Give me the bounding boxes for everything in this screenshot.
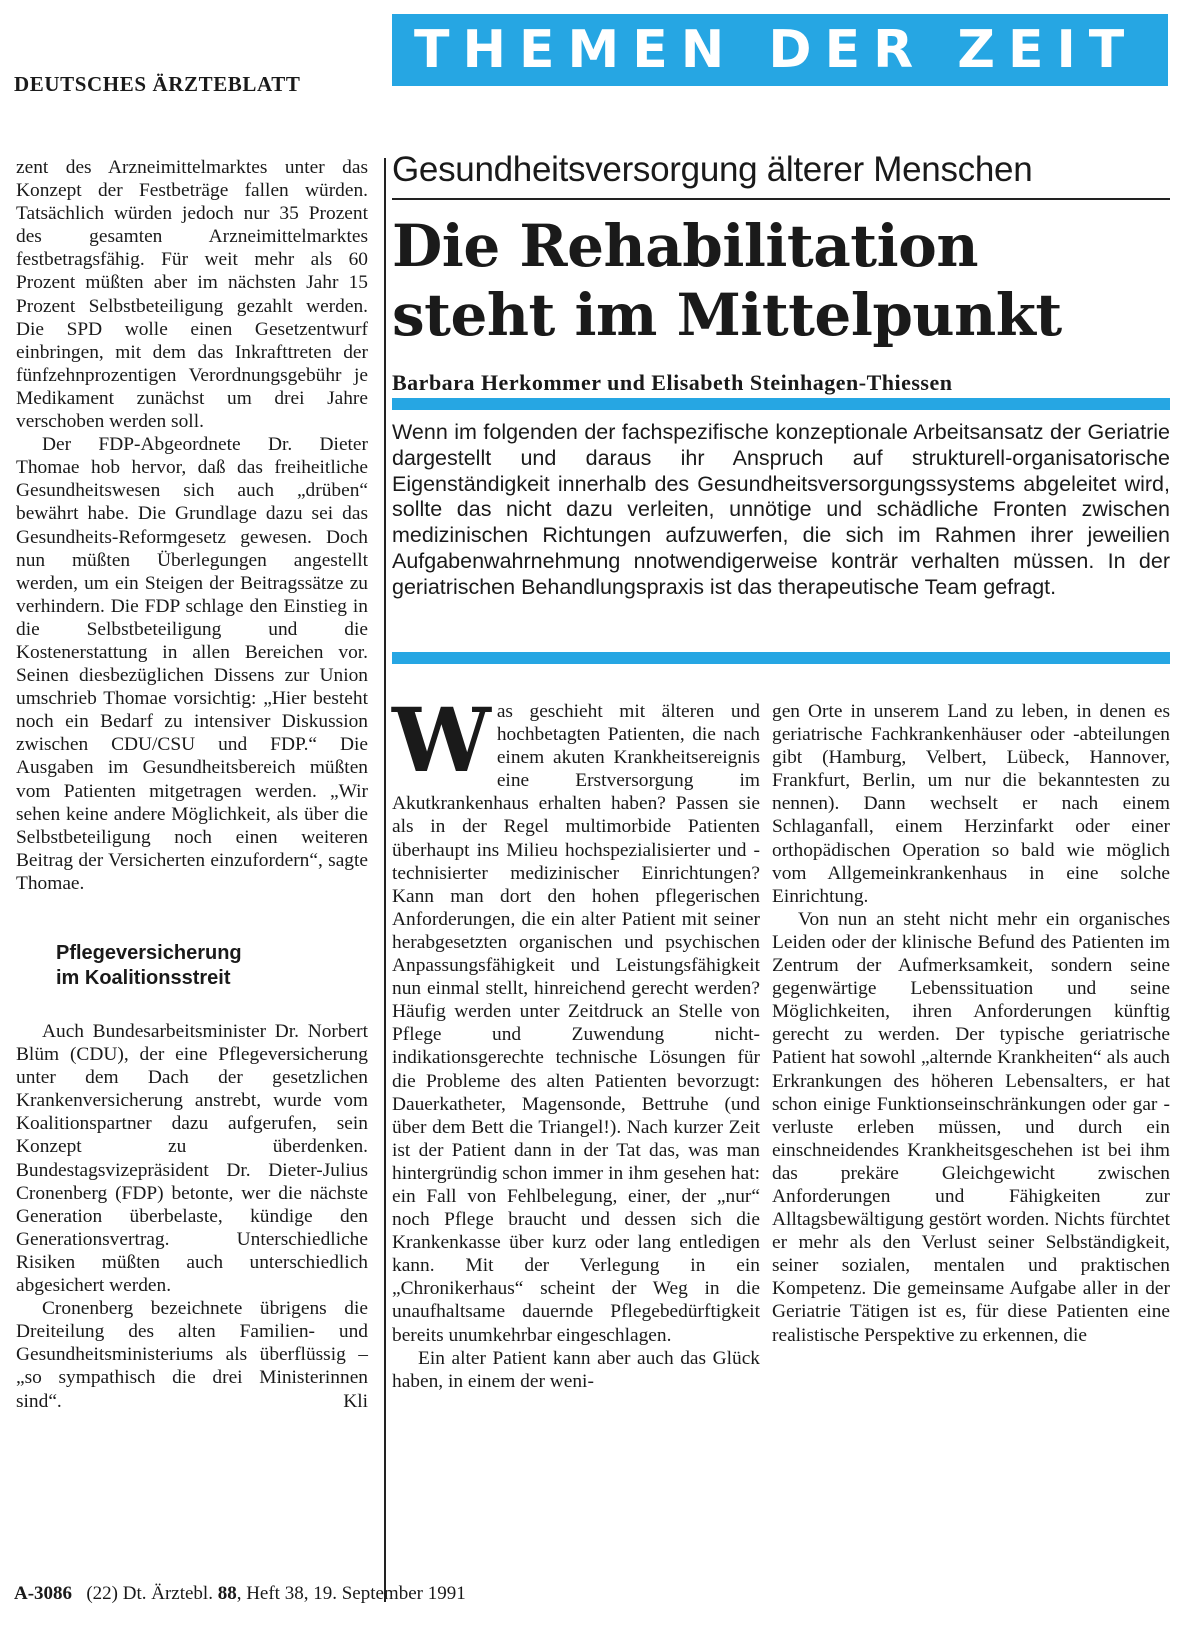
paragraph: gen Orte in unserem Land zu leben, in denen es geriatrische Fachkrankenhäuser oder -abteilungen gibt (Hamburg, Velbert, Lübeck, Hannover, Frankfurt, Berlin, um nur die bekanntesten zu nennen). Dann wechselt er nach einem Schlaganfall, einem Herzinfarkt oder einer orthopädischen Operation so bald wie möglich vom Allgemeinkrankenhaus in eine solche Einrichtung. [772,701,1170,907]
lead-rule-bottom [392,652,1170,664]
right-column [772,700,1170,1347]
section-banner: THEMEN DER ZEIT [392,14,1168,86]
paragraph: Ein alter Patient kann aber auch das Glück haben, in einem der weni- [392,1347,760,1392]
headline-line: Die Rehabilitation [392,212,978,280]
left-column [16,156,368,1413]
topic-rule [392,198,1170,200]
page-code: A-3086 [14,1583,73,1604]
paragraph [392,688,760,1347]
headline [392,212,1181,350]
masthead: DEUTSCHES ÄRZTEBLATT [14,72,301,96]
volume-number: 88 [217,1583,237,1604]
paragraph-text: as geschieht mit älteren und hochbetagten Patienten, die nach einem akuten Krankheitsereignis eine Erstversorgung im Akutkrankenhaus erhalten haben? Passen sie als in der Regel multimorbide Patienten überhaupt ins Milieu hochspezialisierter und -technisierter medizinischer Einrichtungen? Kann man dort den hohen pflegerischen Anforderungen, die ein alter Patient mit seiner herabgesetzten organischen und psychischen Anpassungsfähigkeit und Leistungsfähigkeit nun einmal stellt, hinreichend gerecht werden? Häufig werden unter Zeitdruck an Stelle von Pflege und Zuwendung nicht-indikationsgerechte technische Lösungen für die Probleme des alten Patienten bevorzugt: Dauerkatheter, Magensonde, Bettruhe (und über dem Bett die Triangel!). Nach kurzer Zeit ist der Patient dann in der Tat das, was man hintergründig schon immer in ihm gesehen hat: ein Fall von Fehlbelegung, einer, der „nur“ noch Pflege braucht und dessen sich die Krankenkasse über kurz oder lang entledigen kann. Mit der Verlegung in ein „Chronikerhaus“ scheint der Weg in die unaufhaltsame dauernde Pflegebedürftigkeit bereits unumkehrbar eingeschlagen. [392,701,760,1346]
topic-line: Gesundheitsversorgung älterer Menschen [392,150,1033,189]
section-heading [56,941,368,991]
paragraph: zent des Arzneimittelmarktes unter das Konzept der Festbeträge fallen würden. Tatsächlich würden jedoch nur 35 Prozent des gesamten Arzneimittelmarktes festbetragsfähig. Für weit mehr als 60 Prozent müßten aber im nächsten Jahr 15 Prozent Selbstbeteiligung gezahlt werden. Die SPD wolle einen Gesetzentwurf einbringen, mit dem das Inkrafttreten der fünfzehnprozentigen Verordnungsgebühr je Medikament zunächst um drei Jahre verschoben werden soll. [16,157,368,433]
paragraph: Von nun an steht nicht mehr ein organisches Leiden oder der klinische Befund des Patienten im Zentrum der Aufmerksamkeit, sondern seine gegenwärtige Lebenssituation und seine Möglichkeiten, ihren Anforderungen künftig gerecht zu werden. Der typische geriatrische Patient hat sowohl „alternde Krankheiten“ als auch Erkrankungen des höheren Lebensalters, er hat schon einige Funktionseinschränkungen oder gar -verluste erleben müssen, und durch ein einschneidendes Krankheitsgeschehen ist bei ihm das prekäre Gleichgewicht zwischen Anforderungen und Fähigkeiten zur Alltagsbewältigung gestört worden. Nichts fürchtet er mehr als den Verlust seiner Selbständigkeit, seiner sozialen, mentalen und praktischen Kompetenz. Die gemeinsame Aufgabe aller in der Geriatrie Tätigen ist es, für diese Patienten eine realistische Perspektive zu erkennen, die [772,908,1170,1346]
footer-citation [14,1583,466,1605]
citation-text: (22) Dt. Ärztebl. [86,1583,213,1604]
paragraph: Auch Bundesarbeitsminister Dr. Norbert Blüm (CDU), der eine Pflegeversicherung unter dem Dach der gesetzlichen Krankenversicherung anstrebt, wurde vom Koalitionspartner dazu aufgerufen, sein Konzept zu überdenken. Bundestagsvizepräsident Dr. Dieter-Julius Cronenberg (FDP) betonte, wer die nächste Generation überbelaste, kündige den Generationsvertrag. Unterschiedliche Risiken müßten auch unterschiedlich abgesichert werden. [16,1021,368,1297]
authors: Barbara Herkommer und Elisabeth Steinhagen-Thiessen [392,370,953,395]
paragraph-text: Cronenberg bezeichnete übrigens die Dreiteilung des alten Familien- und Gesundheitsministeriums als überflüssig – „so sympathisch die drei Ministerinnen sind“. [16,1298,368,1412]
citation-text: , Heft 38, 19. September 1991 [236,1583,466,1604]
paragraph [16,1297,368,1412]
column-divider [384,158,386,1602]
drop-cap: W [392,688,491,792]
section-heading-line: Pflegeversicherung [56,942,242,964]
headline-line: steht im Mittelpunkt [392,281,1062,349]
author-sign: Kli [343,1390,368,1412]
paragraph: Der FDP-Abgeordnete Dr. Dieter Thomae hob hervor, daß das freiheitliche Gesundheitswesen sich auch „drüben“ bewährt habe. Die Grundlage dazu sei das Gesundheits-Reformgesetz gewesen. Doch nun müßten Überlegungen angestellt werden, um ein Steigen der Beitragssätze zu verhindern. Die FDP schlage den Einstieg in die Selbstbeteiligung und die Kostenerstattung in allen Bereichen vor. Seinen diesbezüglichen Dissens zur Union umschrieb Thomae vorsichtig: „Hier besteht noch ein Bedarf zu intensiver Diskussion zwischen CDU/CSU und FDP.“ Die Ausgaben im Gesundheitsbereich müßten vom Patienten mitgetragen werden. „Wir sehen keine andere Möglichkeit, als über die Selbstbeteiligung noch einen weiteren Beitrag der Versicherten einzufordern“, sagte Thomae. [16,434,368,894]
lead-rule-top [392,398,1170,410]
middle-column [392,688,760,1393]
section-heading-line: im Koalitionsstreit [56,967,231,989]
lead-paragraph: Wenn im folgenden der fachspezifische konzeptionale Arbeitsansatz der Geriatrie dargestellt und daraus ihr Anspruch auf strukturell-organisatorische Eigenständigkeit innerhalb des Gesundheitsversorgungssystems abgeleitet wird, sollte das nicht dazu verleiten, unnötige und schädliche Fronten zwischen medizinischen Richtungen aufzuwerfen, die sich im Rahmen ihrer jeweilien Aufgabenwahrnehmung nnotwendigerweise konträr verhalten müssen. In der geriatrischen Behandlungspraxis ist das therapeutische Team gefragt. [392,420,1170,599]
